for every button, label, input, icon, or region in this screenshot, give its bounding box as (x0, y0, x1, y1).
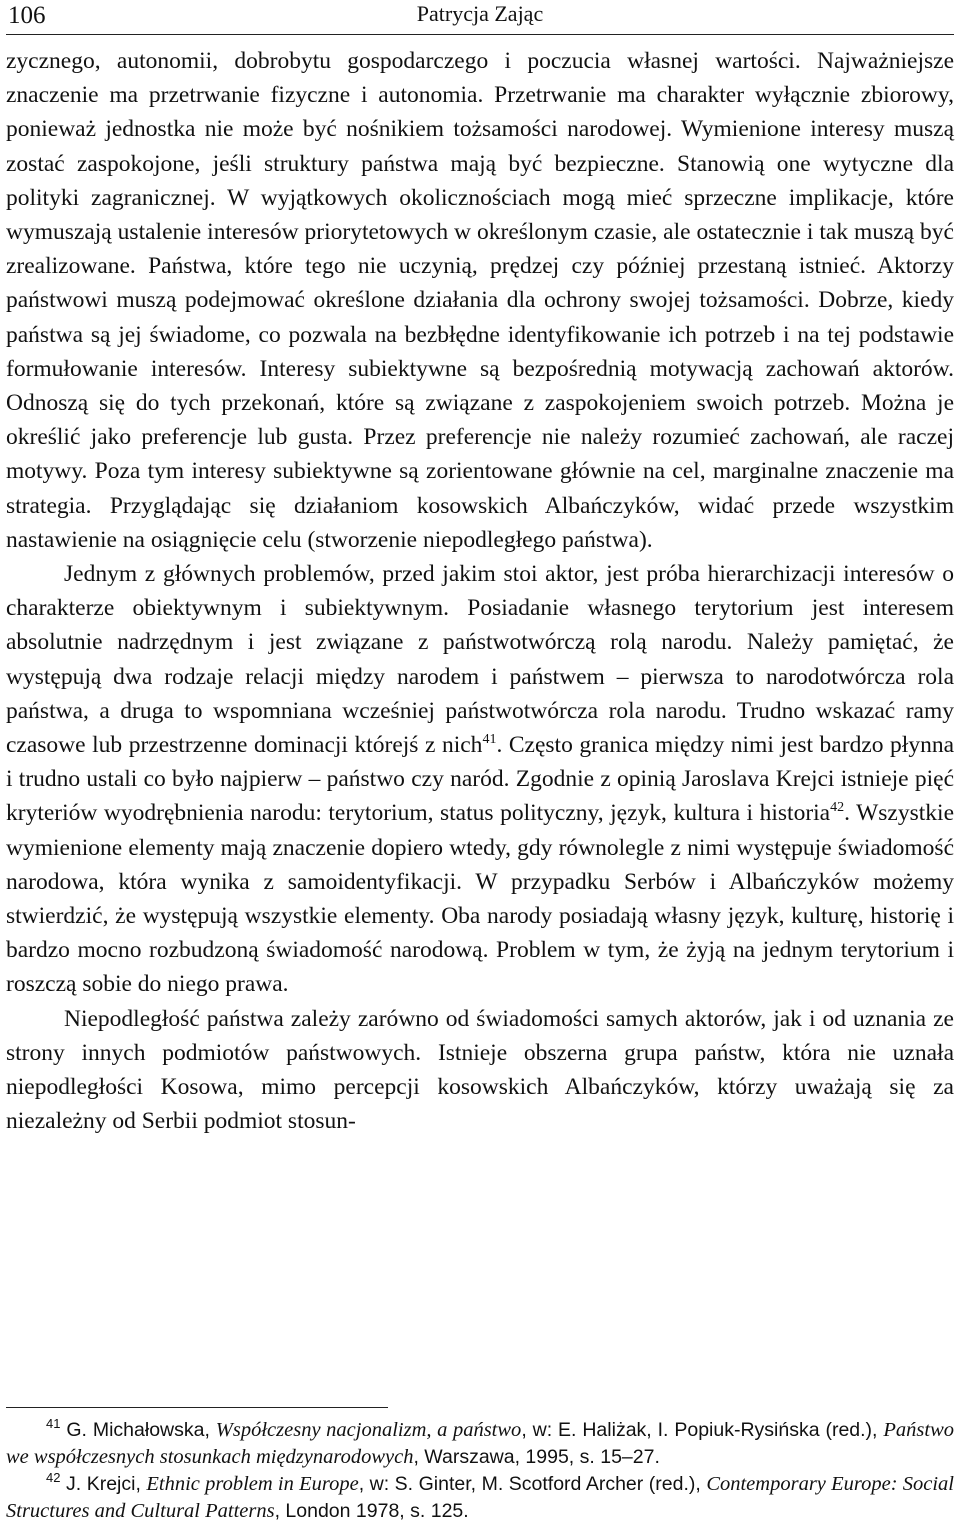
footnote-text: , w: E. Haliżak, I. Popiuk-Rysińska (red.), (521, 1419, 884, 1441)
footnote-text: J. Krejci, (66, 1473, 147, 1495)
footnote-title: Państwo we współczesnych stosunkach międzynarodowych (6, 1419, 954, 1468)
footnote-text: , Warszawa, 1995, s. 15–27. (413, 1446, 660, 1468)
footnotes (6, 1417, 954, 1525)
footnote-title: Współczesny nacjonalizm, a państwo (215, 1419, 522, 1441)
running-title: Patrycja Zając (416, 1, 544, 26)
footnote-title: Ethnic problem in Europe (146, 1473, 359, 1495)
page-number: 106 (8, 2, 46, 29)
body-text (6, 44, 954, 1139)
footnote-ref-41[interactable]: 41 (482, 732, 497, 748)
footnote-title: Contemporary Europe: Social Structures and Cultural Patterns (6, 1473, 955, 1522)
paragraph-2-part-c: . Wszystkie wymienione elementy mają znaczenie dopiero wtedy, gdy równolegle z nimi występuje świadomość narodowa, która wynika z samoidentyfikacji. W przypadku Serbów i Albańczyków możemy stwierdzić, że występują wszystkie elementy. Oba narody posiadają własny język, kulturę, historię i bardzo mocno rozbudzoną świadomość narodową. Problem w tym, że żyją na jednym terytorium i roszczą sobie do niego prawa. (6, 800, 955, 998)
footnote-text: G. Michałowska, (66, 1419, 216, 1441)
footnote-divider (6, 1407, 388, 1408)
paragraph-3: Niepodległość państwa zależy zarówno od świadomości samych aktorów, jak i od uznania ze strony innych podmiotów państwowych. Istnieje obszerna grupa państw, która nie uznała niepodległości Kosowa, mimo percepcji kosowskich Albańczyków, którzy uważają się za niezależny od Serbii podmiot stosun- (6, 1005, 954, 1135)
page-header (6, 0, 954, 35)
paragraph-1: zycznego, autonomii, dobrobytu gospodarczego i poczucia własnej wartości. Najważniejsze znaczenie ma przetrwanie fizyczne i autonomia. Przetrwanie ma charakter wyłącznie zbiorowy, ponieważ jednostka nie może być nośnikiem tożsamości narodowej. Wymienione interesy muszą zostać zaspokojone, jeśli struktury państwa mają być bezpieczne. Stanowią one wytyczne dla polityki zagranicznej. W wyjątkowych okolicznościach mogą mieć sprzeczne implikacje, które wymuszają ustalenie interesów priorytetowych w określonym czasie, ale ostatecznie i tak muszą być zrealizowane. Państwa, które tego nie uczynią, prędzej czy później przestaną istnieć. Aktorzy państwowi muszą podejmować określone działania dla ochrony swojej tożsamości. Dobrze, kiedy państwa są jej świadome, co pozwala na bezbłędne identyfikowanie ich potrzeb i na tej podstawie formułowanie interesów. Interesy subiektywne są bezpośrednią motywacją zachowań aktorów. Odnoszą się do tych przekonań, które są związane z zaspokojeniem swoich potrzeb. Można je określić jako preferencje lub gusta. Przez preferencje nie należy rozumieć zachowań, ale raczej motywy. Poza tym interesy subiektywne są zorientowane głównie na cel, marginalne znaczenie ma strategia. Przyglądając się działaniom kosowskich Albańczyków, widać przede wszystkim nastawienie na osiągnięcie celu (stworzenie niepodległego państwa). (6, 48, 954, 553)
footnote-ref-42[interactable]: 42 (830, 800, 845, 816)
paragraph-2-part-b: . Często granica między nimi jest bardzo płynna i trudno ustali co było najpierw – państwo czy naród. Zgodnie z opinią Jaroslava Krejci istnieje pięć kryteriów wyodrębnienia narodu: terytorium, status polityczny, język, kultura i historia (6, 732, 954, 827)
footnote-41 (6, 1417, 954, 1471)
paragraph-2 (6, 557, 954, 1002)
footnote-text: , w: S. Ginter, M. Scotford Archer (red.), (358, 1473, 707, 1495)
footnote-number: 42 (46, 1470, 61, 1485)
footnote-text: , London 1978, s. 125. (274, 1500, 469, 1522)
paragraph-2-part-a: Jednym z głównych problemów, przed jakim stoi aktor, jest próba hierarchizacji interesów o charakterze obiektywnym i subiektywnym. Posiadanie własnego terytorium jest interesem absolutnie nadrzędnym i jest związane z państwotwórczą rolą narodu. Należy pamiętać, że występują dwa rodzaje relacji między narodem i państwem – pierwsza to narodotwórcza rola państwa, a druga to wspomniana wcześniej państwotwórcza rola narodu. Trudno wskazać ramy czasowe lub przestrzenne dominacji którejś z nich (6, 561, 954, 759)
footnote-number: 41 (46, 1416, 61, 1431)
footnote-42 (6, 1471, 954, 1525)
